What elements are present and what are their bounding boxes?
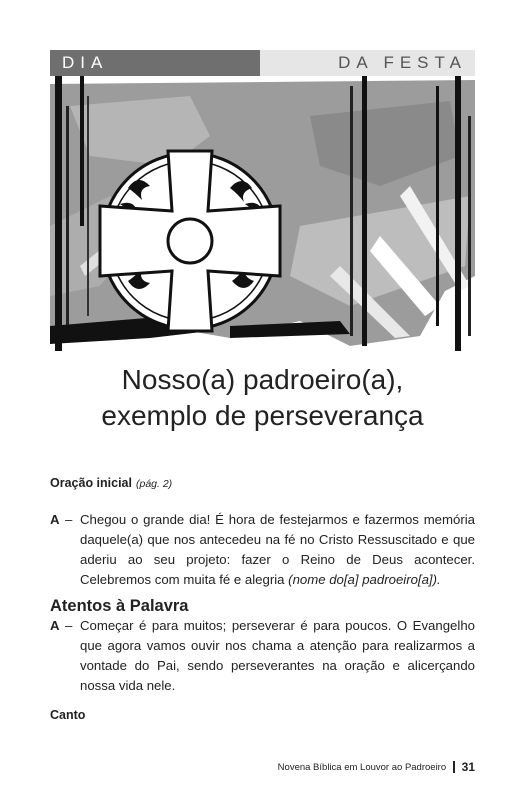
title-line-2: exemplo de perseverança bbox=[101, 400, 424, 431]
speaker-dash-2: – bbox=[65, 618, 73, 633]
header-day: DIA bbox=[50, 50, 260, 76]
header-feast: DA FESTA bbox=[260, 50, 475, 76]
intro-text: Chegou o grande dia! É hora de festejarmos e fazermos memória daquele(a) que nos antecedeu na fé no Cristo Ressuscitado e que aderiu ao seu projeto: fazer o Reino de Deus acontecer. Celebremos com muita fé e alegria bbox=[80, 512, 475, 587]
paragraph-intro-text bbox=[50, 510, 475, 590]
speaker-dash: – bbox=[65, 512, 73, 527]
intro-italic: (nome do[a] padroeiro[a]). bbox=[288, 572, 441, 587]
opening-prayer-title: Oração inicial bbox=[50, 476, 132, 490]
book-title: Novena Bíblica em Louvor ao Padroeiro bbox=[277, 761, 447, 773]
page-footer bbox=[278, 760, 475, 774]
footer-separator bbox=[453, 761, 455, 773]
paragraph-intro bbox=[50, 510, 475, 590]
page-title bbox=[50, 362, 475, 434]
opening-prayer-label bbox=[50, 476, 172, 490]
paragraph-word bbox=[50, 616, 475, 696]
paragraph-word-text: Começar é para muitos; perseverar é para poucos. O Evangelho que agora vamos ouvir nos chama a atenção para realizarmos a vontade do Pai, sendo perseverantes na oração e alicerçando nossa vida nele. bbox=[80, 618, 475, 693]
section-heading: Atentos à Palavra bbox=[50, 597, 189, 615]
speaker-label-2: A bbox=[50, 618, 60, 633]
header-bar bbox=[50, 50, 475, 76]
title-line-1: Nosso(a) padroeiro(a), bbox=[121, 364, 404, 395]
celtic-cross-icon bbox=[50, 76, 475, 351]
opening-prayer-ref: (pág. 2) bbox=[135, 478, 173, 490]
page-number: 31 bbox=[461, 760, 475, 774]
canto-label: Canto bbox=[50, 708, 86, 722]
speaker-label: A bbox=[50, 512, 60, 527]
